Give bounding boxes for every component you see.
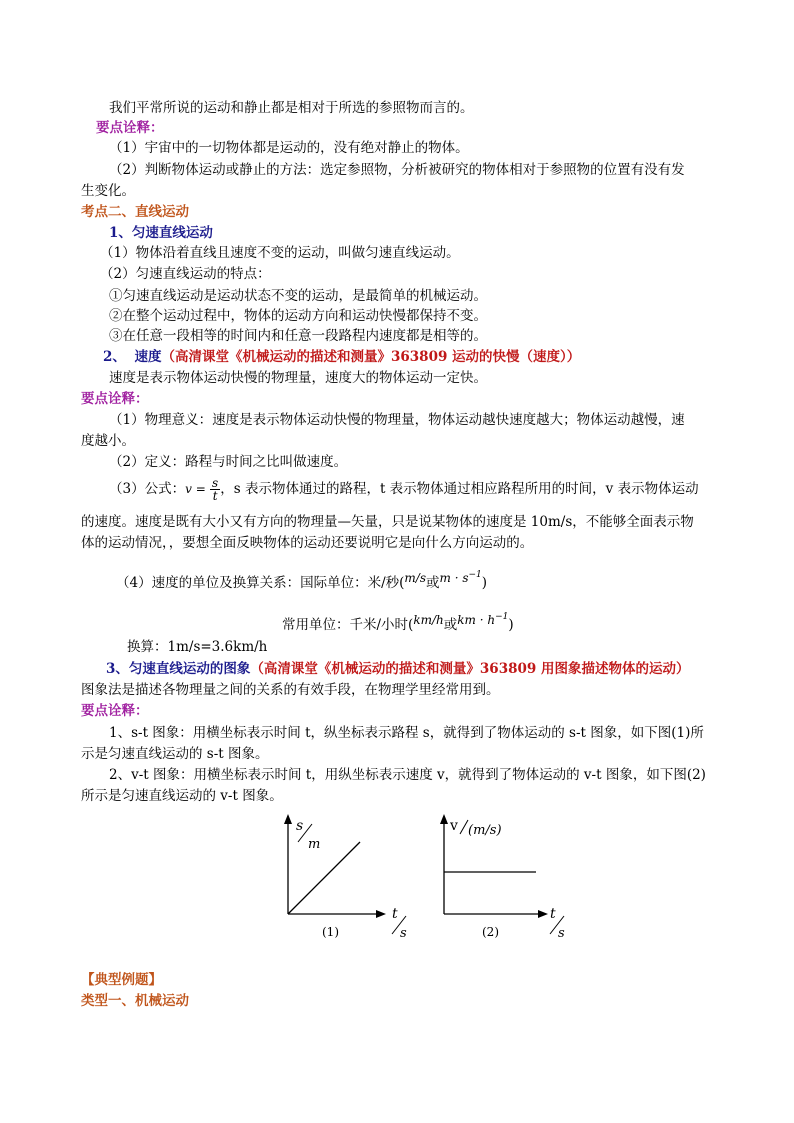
s1-item1: （1）物体沿着直线且速度不变的运动，叫做匀速直线运动。 bbox=[100, 245, 460, 261]
s3-link[interactable]: （高清课堂《机械运动的描述和测量》363809 用图象描述物体的运动） bbox=[250, 661, 690, 677]
vt-y-label: v bbox=[450, 818, 458, 834]
vt-caption: (2) bbox=[482, 925, 499, 939]
note1-item2-cont: 生变化。 bbox=[81, 183, 135, 199]
st-y-arrow bbox=[284, 814, 292, 824]
s3-title: 3、匀速直线运动的图象 bbox=[106, 661, 251, 677]
note3-item1-cont: 示是匀速直线运动的 s-t 图象。 bbox=[81, 746, 269, 762]
note1-item2: （2）判断物体运动或静止的方法：选定参照物，分析被研究的物体相对于参照物的位置有没有发 bbox=[109, 162, 685, 178]
note3-item2: 2、v-t 图象：用横坐标表示时间 t，用纵坐标表示速度 v，就得到了物体运动的 v-t 图象，如下图(2) bbox=[109, 767, 706, 783]
unit-common-kmh-base: km · h bbox=[457, 613, 496, 627]
type1-heading: 类型一、机械运动 bbox=[81, 993, 189, 1009]
unit-si-ms-inv bbox=[440, 571, 482, 585]
unit-common-or: 或 bbox=[443, 617, 458, 633]
vt-x-unit: s bbox=[558, 926, 565, 941]
st-x-label: t bbox=[392, 906, 398, 922]
s2-title: 速度 bbox=[134, 349, 162, 365]
unit-common-kmh-inv bbox=[457, 613, 508, 627]
unit-common-kmh: km/h bbox=[413, 613, 444, 627]
note2-item3 bbox=[109, 475, 699, 503]
note3-item2-cont: 所示是匀速直线运动的 v-t 图象。 bbox=[81, 788, 283, 804]
section1-heading: 1、匀速直线运动 bbox=[109, 225, 213, 241]
formula-explanation: ，s 表示物体通过的路程，t 表示物体通过相应路程所用的时间，v 表示物体运动 bbox=[220, 481, 699, 497]
note-heading-1: 要点诠释： bbox=[96, 120, 164, 136]
unit-si-ms: m/s bbox=[404, 571, 426, 585]
note3-item1: 1、s-t 图象：用横坐标表示时间 t，纵坐标表示路程 s，就得到了物体运动的 s-t 图象，如下图(1)所 bbox=[109, 725, 704, 741]
vt-y-arrow bbox=[440, 814, 448, 824]
vt-y-slash bbox=[460, 820, 468, 834]
note2-item2: （2）定义：路程与时间之比叫做速度。 bbox=[109, 454, 348, 470]
s3-description: 图象法是描述各物理量之间的关系的有效手段，在物理学里经常用到。 bbox=[81, 682, 500, 698]
unit-si-or: 或 bbox=[426, 575, 440, 591]
figure-vt-graph bbox=[432, 810, 577, 945]
unit-common-label: 常用单位：千米/小时( bbox=[282, 617, 414, 633]
conversion: 换算：1m/s=3.6km/h bbox=[127, 639, 268, 655]
note-heading-3: 要点诠释： bbox=[81, 703, 149, 719]
s2-definition: 速度是表示物体运动快慢的物理量，速度大的物体运动一定快。 bbox=[109, 370, 487, 386]
st-x-arrow bbox=[376, 910, 386, 918]
kaodian2-heading: 考点二、直线运动 bbox=[81, 204, 189, 220]
s2-num: 2、 bbox=[103, 349, 126, 365]
formula-label: （3）公式： bbox=[109, 481, 186, 497]
unit-common-close: ) bbox=[508, 617, 514, 633]
formula-v: v = bbox=[185, 482, 206, 496]
section2-heading bbox=[103, 347, 580, 367]
st-y-label: s bbox=[296, 818, 304, 834]
st-line bbox=[288, 842, 360, 914]
unit-si bbox=[116, 570, 487, 593]
note2-item3-cont1: 的速度。速度是既有大小又有方向的物理量—矢量，只是说某物体的速度是 10m/s，不能够全面表示物 bbox=[81, 514, 694, 530]
vt-x-arrow bbox=[538, 910, 548, 918]
s1-item2a: ①匀速直线运动是运动状态不变的运动，是最简单的机械运动。 bbox=[109, 288, 487, 304]
formula-fraction bbox=[210, 477, 220, 502]
note2-item1-cont: 度越小。 bbox=[81, 433, 135, 449]
unit-common bbox=[282, 612, 514, 635]
s1-item2b: ②在整个运动过程中，物体的运动方向和运动快慢都保持不变。 bbox=[109, 308, 487, 324]
s1-item2c: ③在任意一段相等的时间内和任意一段路程内速度都是相等的。 bbox=[109, 328, 487, 344]
note2-item3-cont2: 体的运动情况，，要想全面反映物体的运动还要说明它是向什么方向运动的。 bbox=[81, 535, 534, 551]
unit-si-ms-base: m · s bbox=[439, 571, 469, 585]
unit-common-exp: −1 bbox=[495, 612, 509, 622]
vt-y-unit: (m/s) bbox=[468, 823, 502, 838]
unit-si-label: （4）速度的单位及换算关系：国际单位：米/秒( bbox=[116, 575, 405, 591]
formula-numerator: s bbox=[212, 476, 219, 490]
unit-si-close: ) bbox=[481, 575, 488, 591]
figure-st-graph bbox=[270, 810, 420, 945]
s1-item2: （2）匀速直线运动的特点： bbox=[100, 266, 271, 282]
note1-item1: （1）宇宙中的一切物体都是运动的，没有绝对静止的物体。 bbox=[109, 140, 469, 156]
note2-item1: （1）物理意义：速度是表示物体运动快慢的物理量，物体运动越快速度越大；物体运动越慢，速 bbox=[109, 412, 685, 428]
note-heading-2: 要点诠释： bbox=[81, 391, 149, 407]
vt-x-label: t bbox=[550, 906, 556, 922]
section3-heading bbox=[106, 659, 689, 679]
typical-examples-heading: 【典型例题】 bbox=[81, 972, 162, 988]
formula-denominator: t bbox=[212, 489, 218, 503]
st-x-unit: s bbox=[400, 926, 407, 941]
unit-si-exp: −1 bbox=[468, 570, 482, 580]
s2-link[interactable]: （高清课堂《机械运动的描述和测量》363809 运动的快慢（速度）） bbox=[161, 349, 581, 365]
st-y-unit: m bbox=[308, 837, 321, 852]
reference-text: 我们平常所说的运动和静止都是相对于所选的参照物而言的。 bbox=[109, 100, 474, 116]
st-caption: (1) bbox=[322, 925, 339, 939]
